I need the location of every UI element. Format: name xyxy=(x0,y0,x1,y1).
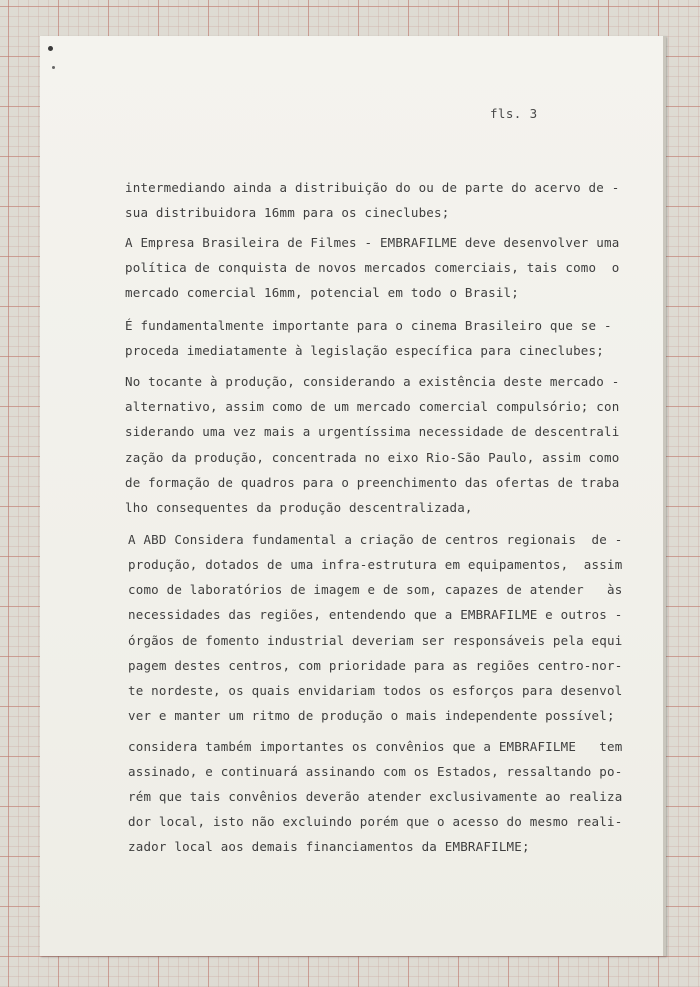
text-line: dor local, isto não excluindo porém que o acesso do mesmo reali- xyxy=(128,814,623,829)
punch-hole-mark xyxy=(52,66,55,69)
text-line: proceda imediatamente à legislação específica para cineclubes; xyxy=(125,343,604,358)
text-line: zação da produção, concentrada no eixo Rio-São Paulo, assim como xyxy=(125,450,620,465)
text-line: A ABD Considera fundamental a criação de centros regionais de - xyxy=(128,532,623,547)
text-line: intermediando ainda a distribuição do ou de parte do acervo de - xyxy=(125,180,620,195)
text-line: No tocante à produção, considerando a existência deste mercado - xyxy=(125,374,620,389)
page-number: fls. 3 xyxy=(490,106,538,121)
page-edge-shadow xyxy=(663,36,666,956)
text-line: assinado, e continuará assinando com os Estados, ressaltando po- xyxy=(128,764,623,779)
text-line: ver e manter um ritmo de produção o mais independente possível; xyxy=(128,708,615,723)
text-line: considera também importantes os convênios que a EMBRAFILME tem xyxy=(128,739,623,754)
text-line: A Empresa Brasileira de Filmes - EMBRAFILME deve desenvolver uma xyxy=(125,235,620,250)
text-line: mercado comercial 16mm, potencial em todo o Brasil; xyxy=(125,285,520,300)
typewritten-page xyxy=(40,36,666,956)
text-line: como de laboratórios de imagem e de som, capazes de atender às xyxy=(128,582,623,597)
text-line: rém que tais convênios deverão atender exclusivamente ao realiza xyxy=(128,789,623,804)
text-line: alternativo, assim como de um mercado comercial compulsório; con xyxy=(125,399,620,414)
punch-hole-mark xyxy=(48,46,53,51)
text-line: produção, dotados de uma infra-estrutura em equipamentos, assim xyxy=(128,557,623,572)
text-line: órgãos de fomento industrial deveriam ser responsáveis pela equi xyxy=(128,633,623,648)
text-line: lho consequentes da produção descentralizada, xyxy=(125,500,473,515)
text-line: zador local aos demais financiamentos da EMBRAFILME; xyxy=(128,839,530,854)
text-line: siderando uma vez mais a urgentíssima necessidade de descentrali xyxy=(125,424,620,439)
text-line: política de conquista de novos mercados comerciais, tais como o xyxy=(125,260,620,275)
text-line: É fundamentalmente importante para o cinema Brasileiro que se - xyxy=(125,318,612,333)
text-line: sua distribuidora 16mm para os cineclubes; xyxy=(125,205,450,220)
text-line: de formação de quadros para o preenchimento das ofertas de traba xyxy=(125,475,620,490)
text-line: te nordeste, os quais envidariam todos os esforços para desenvol xyxy=(128,683,623,698)
text-line: necessidades das regiões, entendendo que a EMBRAFILME e outros - xyxy=(128,607,623,622)
text-line: pagem destes centros, com prioridade para as regiões centro-nor- xyxy=(128,658,623,673)
